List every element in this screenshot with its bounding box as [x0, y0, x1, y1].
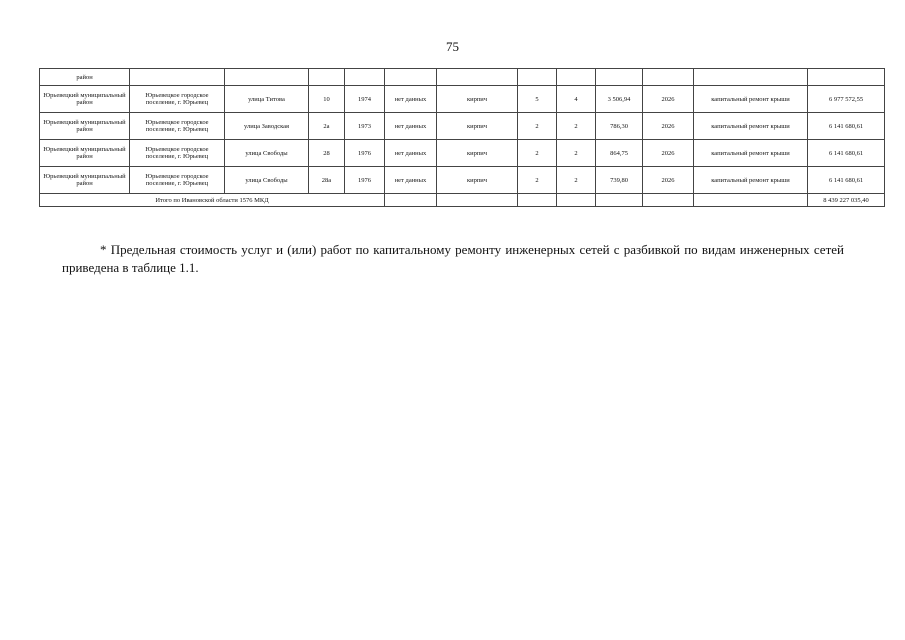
- table-total-row: [40, 194, 885, 207]
- plan-year-cell: 2026: [643, 113, 694, 140]
- settlement-cell: Юрьевецкое городское поселение, г. Юрьевец: [130, 140, 225, 167]
- total-label: Итого по Ивановской области 1576 МКД: [40, 194, 385, 207]
- plan-year-cell: 2026: [643, 86, 694, 113]
- year-cell: 1976: [345, 167, 385, 194]
- material-cell: кирпич: [437, 140, 518, 167]
- entrances-cell: 2: [557, 140, 596, 167]
- house-cell: 10: [309, 86, 345, 113]
- table-continuation-row: [40, 69, 885, 86]
- cost-cell: 6 977 572,55: [808, 86, 885, 113]
- house-cell: 2а: [309, 113, 345, 140]
- year-cell: 1973: [345, 113, 385, 140]
- district-cell: Юрьевецкий муниципальный район: [40, 86, 130, 113]
- work-type-cell: капитальный ремонт крыши: [694, 113, 808, 140]
- area-cell: 786,30: [596, 113, 643, 140]
- entrances-cell: 2: [557, 167, 596, 194]
- status-cell: нет данных: [385, 140, 437, 167]
- settlement-cell: Юрьевецкое городское поселение, г. Юрьевец: [130, 167, 225, 194]
- table-row: [40, 140, 885, 167]
- street-cell: улица Титова: [225, 86, 309, 113]
- cost-cell: 6 141 680,61: [808, 113, 885, 140]
- cost-cell: 6 141 680,61: [808, 140, 885, 167]
- work-type-cell: капитальный ремонт крыши: [694, 167, 808, 194]
- house-cell: 28: [309, 140, 345, 167]
- material-cell: кирпич: [437, 167, 518, 194]
- total-cost-cell: 8 439 227 035,40: [808, 194, 885, 207]
- repair-registry-table: [39, 68, 885, 207]
- table-row: [40, 86, 885, 113]
- floors-cell: 5: [518, 86, 557, 113]
- area-cell: 864,75: [596, 140, 643, 167]
- status-cell: нет данных: [385, 86, 437, 113]
- cost-cell: 6 141 680,61: [808, 167, 885, 194]
- street-cell: улица Заводская: [225, 113, 309, 140]
- district-cell: район: [40, 69, 130, 86]
- floors-cell: 2: [518, 167, 557, 194]
- district-cell: Юрьевецкий муниципальный район: [40, 167, 130, 194]
- plan-year-cell: 2026: [643, 140, 694, 167]
- year-cell: 1974: [345, 86, 385, 113]
- district-cell: Юрьевецкий муниципальный район: [40, 140, 130, 167]
- footnote: * Предельная стоимость услуг и (или) работ по капитальному ремонту инженерных сетей с разбивкой по видам инженерных сетей приведена в таблице 1.1.: [62, 242, 844, 275]
- work-type-cell: капитальный ремонт крыши: [694, 140, 808, 167]
- settlement-cell: Юрьевецкое городское поселение, г. Юрьевец: [130, 113, 225, 140]
- status-cell: нет данных: [385, 167, 437, 194]
- settlement-cell: Юрьевецкое городское поселение, г. Юрьевец: [130, 86, 225, 113]
- work-type-cell: капитальный ремонт крыши: [694, 86, 808, 113]
- table-row: [40, 167, 885, 194]
- area-cell: 3 506,94: [596, 86, 643, 113]
- entrances-cell: 4: [557, 86, 596, 113]
- house-cell: 28а: [309, 167, 345, 194]
- plan-year-cell: 2026: [643, 167, 694, 194]
- table-row: [40, 113, 885, 140]
- entrances-cell: 2: [557, 113, 596, 140]
- status-cell: нет данных: [385, 113, 437, 140]
- floors-cell: 2: [518, 140, 557, 167]
- material-cell: кирпич: [437, 113, 518, 140]
- material-cell: кирпич: [437, 86, 518, 113]
- area-cell: 739,80: [596, 167, 643, 194]
- district-cell: Юрьевецкий муниципальный район: [40, 113, 130, 140]
- floors-cell: 2: [518, 113, 557, 140]
- page-number: 75: [446, 39, 459, 54]
- year-cell: 1976: [345, 140, 385, 167]
- street-cell: улица Свободы: [225, 140, 309, 167]
- street-cell: улица Свободы: [225, 167, 309, 194]
